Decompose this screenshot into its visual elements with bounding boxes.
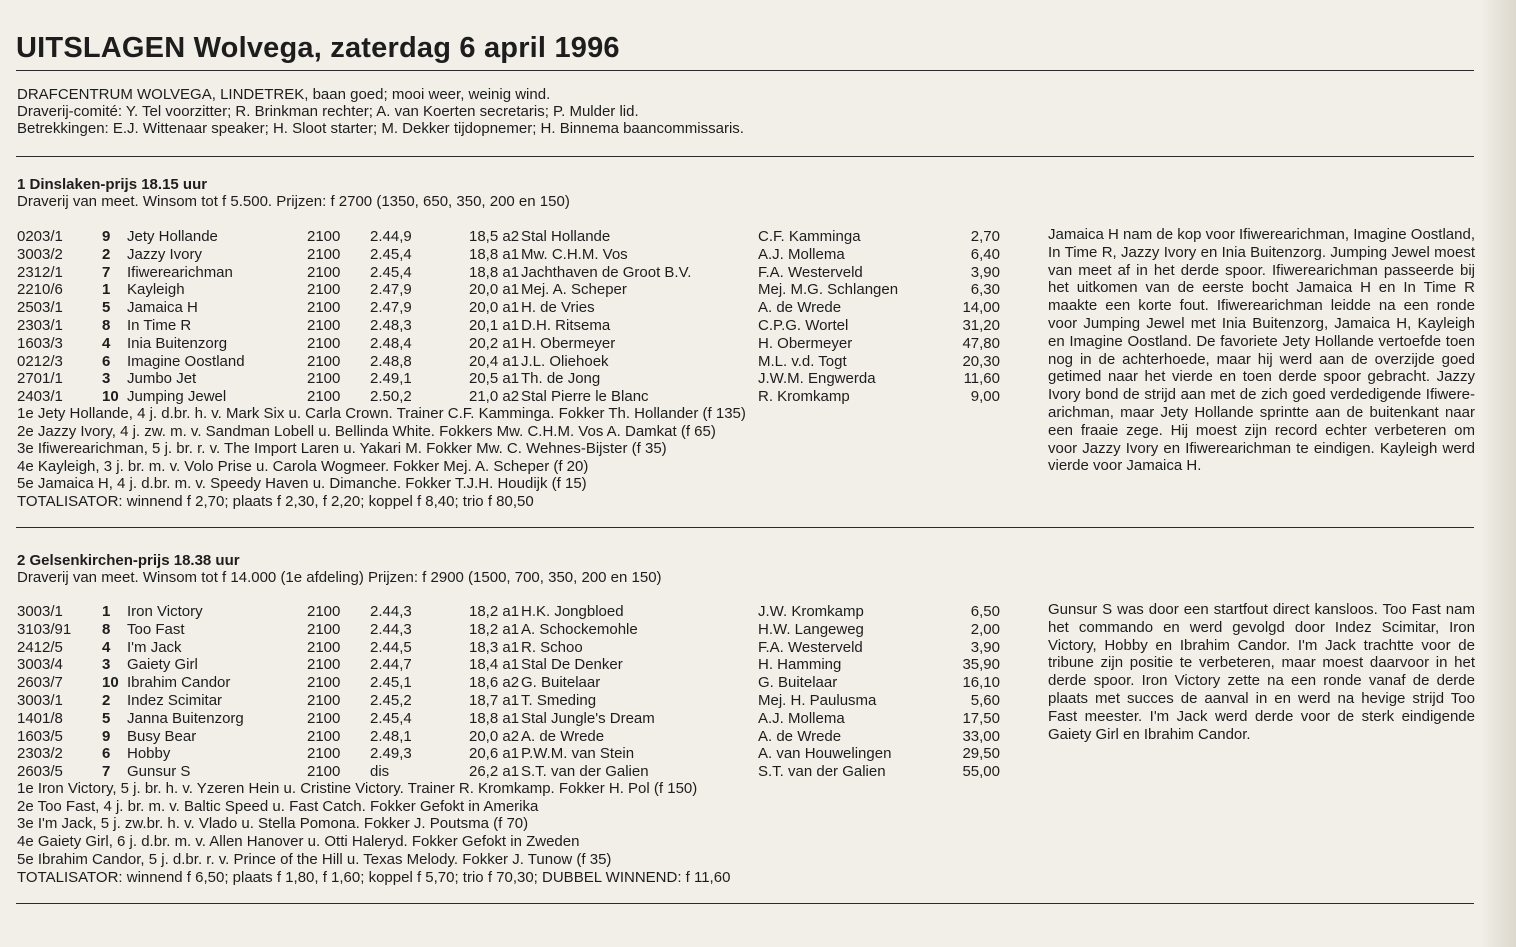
- result-code: 0203/1: [17, 228, 63, 245]
- table-row: [0, 710, 1040, 728]
- result-code: 3003/4: [17, 656, 63, 674]
- distance: 2100: [307, 763, 341, 781]
- placing-line: 5e Ibrahim Candor, 5 j. d.br. r. v. Prince of the Hill u. Texas Melody. Fokker J. Tunow (f 35): [17, 850, 612, 868]
- horse-name: Jety Hollande: [127, 228, 218, 245]
- owner-name: H.K. Jongbloed: [521, 603, 624, 620]
- driver-name: A.J. Mollema: [758, 245, 845, 263]
- distance: 2100: [307, 228, 341, 245]
- horse-number: 4: [102, 334, 111, 352]
- table-row: [0, 353, 1040, 371]
- driver-name: C.P.G. Wortel: [758, 317, 849, 334]
- table-row: [0, 317, 1040, 335]
- horse-number: 7: [102, 263, 111, 281]
- race-time: 2.44,5: [370, 638, 412, 656]
- owner-name: T. Smeding: [521, 692, 597, 709]
- km-record: 18,8 a1: [469, 245, 520, 263]
- horse-name: Ibrahim Candor: [127, 674, 231, 692]
- km-record: 18,3 a1: [469, 638, 520, 656]
- horse-name: In Time R: [127, 317, 192, 334]
- distance: 2100: [307, 245, 341, 263]
- horse-name: Gunsur S: [127, 763, 191, 781]
- result-code: 1603/5: [17, 727, 63, 745]
- owner-name: Th. de Jong: [521, 370, 601, 388]
- horse-number: 9: [102, 727, 111, 745]
- placing-line: 3e I'm Jack, 5 j. zw.br. h. v. Vlado u. Stella Pomona. Fokker J. Poutsma (f 70): [17, 815, 529, 833]
- horse-number: 8: [102, 620, 111, 638]
- driver-name: S.T. van der Galien: [758, 763, 886, 781]
- owner-name: Mej. A. Scheper: [521, 281, 627, 299]
- result-code: 2603/5: [17, 763, 63, 781]
- owner-name: P.W.M. van Stein: [521, 745, 635, 763]
- horse-number: 6: [102, 745, 111, 763]
- table-row: [0, 603, 1040, 621]
- horse-number: 9: [102, 228, 111, 245]
- distance: 2100: [307, 745, 341, 763]
- table-row: [0, 728, 1040, 746]
- race-time: 2.48,8: [370, 352, 412, 370]
- horse-number: 10: [102, 388, 119, 406]
- km-record: 20,5 a1: [469, 370, 520, 388]
- page-title: UITSLAGEN Wolvega, zaterdag 6 april 1996: [16, 32, 620, 64]
- placing-line: 1e Jety Hollande, 4 j. d.br. h. v. Mark Six u. Carla Crown. Trainer C.F. Kamminga. Fokker Th. Hollander (f 135): [17, 405, 746, 422]
- table-row: [0, 246, 1040, 264]
- horse-number: 4: [102, 638, 111, 656]
- race-conditions: Draverij van meet. Winsom tot f 14.000 (1e afdeling) Prijzen: f 2900 (1500, 700, 350, 200 en 150): [17, 569, 662, 586]
- distance: 2100: [307, 638, 341, 656]
- placing-line: 4e Kayleigh, 3 j. br. m. v. Volo Prise u. Carola Wogmeer. Fokker Mej. A. Scheper (f 20): [17, 457, 589, 475]
- horse-name: Ifiwerearichman: [127, 263, 233, 281]
- km-record: 18,8 a1: [469, 709, 520, 727]
- odds-value: 5,60: [970, 692, 1000, 709]
- race-time: 2.45,4: [370, 709, 412, 727]
- intro-line: DRAFCENTRUM WOLVEGA, LINDETREK, baan goed; mooi weer, weinig wind.: [17, 86, 551, 103]
- odds-value: 35,90: [962, 656, 1000, 674]
- odds-value: 16,10: [962, 674, 1000, 692]
- table-row: [0, 228, 1040, 246]
- km-record: 18,7 a1: [469, 692, 520, 709]
- odds-value: 6,40: [970, 245, 1000, 263]
- distance: 2100: [307, 281, 341, 299]
- table-row: [0, 281, 1040, 299]
- table-row: [0, 299, 1040, 317]
- distance: 2100: [307, 727, 341, 745]
- race-title: 1 Dinslaken-prijs 18.15 uur: [17, 176, 208, 193]
- result-code: 0212/3: [17, 352, 63, 370]
- horse-number: 5: [102, 709, 111, 727]
- result-code: 2303/1: [17, 317, 63, 334]
- owner-name: Stal De Denker: [521, 656, 623, 674]
- horse-number: 3: [102, 656, 111, 674]
- race-time: 2.50,2: [370, 388, 412, 406]
- race-time: 2.47,9: [370, 281, 412, 299]
- km-record: 20,2 a1: [469, 334, 520, 352]
- odds-value: 17,50: [962, 709, 1000, 727]
- result-code: 2412/5: [17, 638, 63, 656]
- table-row: [0, 656, 1040, 674]
- race-time: 2.44,9: [370, 228, 412, 245]
- horse-name: Too Fast: [127, 620, 185, 638]
- race-time: 2.45,4: [370, 245, 412, 263]
- km-record: 20,4 a1: [469, 352, 520, 370]
- race-conditions: Draverij van meet. Winsom tot f 5.500. Prijzen: f 2700 (1350, 650, 350, 200 en 150): [17, 193, 570, 210]
- table-row: [0, 692, 1040, 710]
- odds-value: 11,60: [963, 370, 1000, 388]
- placing-line: 5e Jamaica H, 4 j. d.br. m. v. Speedy Haven u. Dimanche. Fokker T.J.H. Houdijk (f 15): [17, 475, 587, 493]
- driver-name: F.A. Westerveld: [758, 263, 863, 281]
- owner-name: S.T. van der Galien: [521, 763, 649, 781]
- driver-name: G. Buitelaar: [758, 674, 838, 692]
- distance: 2100: [307, 370, 341, 388]
- odds-value: 2,70: [970, 228, 1000, 245]
- owner-name: Stal Jungle's Dream: [521, 709, 655, 727]
- horse-name: I'm Jack: [127, 638, 182, 656]
- driver-name: H. Hamming: [758, 656, 842, 674]
- race-title: 2 Gelsenkirchen-prijs 18.38 uur: [17, 552, 240, 569]
- owner-name: D.H. Ritsema: [521, 317, 611, 334]
- distance: 2100: [307, 388, 341, 406]
- placing-line: 3e Ifiwerearichman, 5 j. br. r. v. The Import Laren u. Yakari M. Fokker Mw. C. Wehnes-Bijster (f 35): [17, 440, 667, 458]
- km-record: 20,0 a1: [469, 281, 520, 299]
- driver-name: H.W. Langeweg: [758, 620, 864, 638]
- owner-name: Stal Pierre le Blanc: [521, 388, 649, 406]
- table-row: [0, 674, 1040, 692]
- result-code: 2503/1: [17, 299, 63, 317]
- odds-value: 6,30: [970, 281, 1000, 299]
- placing-line: 4e Gaiety Girl, 6 j. d.br. m. v. Allen Hanover u. Otti Haleryd. Fokker Gefokt in Zweden: [17, 833, 580, 851]
- race-time: 2.48,4: [370, 334, 412, 352]
- driver-name: R. Kromkamp: [758, 388, 850, 406]
- odds-value: 29,50: [962, 745, 1000, 763]
- race-time: 2.44,3: [370, 620, 412, 638]
- table-row: [0, 621, 1040, 639]
- table-row: [0, 370, 1040, 388]
- result-code: 2403/1: [17, 388, 63, 406]
- horse-number: 2: [102, 692, 111, 709]
- km-record: 20,0 a2: [469, 727, 520, 745]
- title-rule: [16, 70, 1474, 71]
- table-row: [0, 639, 1040, 657]
- result-code: 2701/1: [17, 370, 63, 388]
- horse-number: 7: [102, 763, 111, 781]
- race-time: 2.47,9: [370, 299, 412, 317]
- placing-line: 2e Too Fast, 4 j. br. m. v. Baltic Speed u. Fast Catch. Fokker Gefokt in Amerika: [17, 797, 539, 815]
- odds-value: 3,90: [970, 638, 1000, 656]
- race-time: 2.44,3: [370, 603, 412, 620]
- result-code: 2303/2: [17, 745, 63, 763]
- distance: 2100: [307, 334, 341, 352]
- horse-number: 8: [102, 317, 111, 334]
- horse-name: Indez Scimitar: [127, 692, 223, 709]
- odds-value: 20,30: [962, 352, 1000, 370]
- km-record: 18,2 a1: [469, 603, 520, 620]
- km-record: 18,6 a2: [469, 674, 520, 692]
- owner-name: Jachthaven de Groot B.V.: [521, 263, 692, 281]
- owner-name: A. Schockemohle: [521, 620, 638, 638]
- distance: 2100: [307, 603, 341, 620]
- result-code: 3003/1: [17, 603, 63, 620]
- driver-name: J.W.M. Engwerda: [758, 370, 876, 388]
- race-time: 2.48,3: [370, 317, 412, 334]
- driver-name: A. de Wrede: [758, 299, 842, 317]
- horse-name: Imagine Oostland: [127, 352, 245, 370]
- odds-value: 3,90: [970, 263, 1000, 281]
- driver-name: C.F. Kamminga: [758, 228, 861, 245]
- distance: 2100: [307, 299, 341, 317]
- owner-name: A. de Wrede: [521, 727, 605, 745]
- result-code: 1401/8: [17, 709, 63, 727]
- horse-name: Busy Bear: [127, 727, 197, 745]
- km-record: 18,8 a1: [469, 263, 520, 281]
- distance: 2100: [307, 674, 341, 692]
- horse-number: 2: [102, 245, 111, 263]
- horse-number: 3: [102, 370, 111, 388]
- horse-name: Janna Buitenzorg: [127, 709, 244, 727]
- race-report: Gunsur S was door een startfout direct kansloos. Too Fast nam het commando en werd gevolgd door Indez Scimitar, Iron Victory, Hobby en Ibrahim Candor. I'm Jack trachtte voor de tribune zijn positie te verbeteren, maar moest daarvoor in het derde spoor. Iron Victory zette na een ronde vanaf de derde plaats met succes de aanval in en werd na hevige strijd Too Fast meester. I'm Jack werd derde voor de sterk eindigende Gaiety Girl en Ibrahim Candor.: [1048, 601, 1475, 743]
- result-code: 1603/3: [17, 334, 63, 352]
- horse-name: Jumping Jewel: [127, 388, 227, 406]
- table-row: [0, 745, 1040, 763]
- odds-value: 9,00: [970, 388, 1000, 406]
- odds-value: 14,00: [962, 299, 1000, 317]
- horse-number: 6: [102, 352, 111, 370]
- owner-name: H. Obermeyer: [521, 334, 616, 352]
- km-record: 20,6 a1: [469, 745, 520, 763]
- km-record: 18,5 a2: [469, 228, 520, 245]
- km-record: 26,2 a1: [469, 763, 520, 781]
- owner-name: J.L. Oliehoek: [521, 352, 609, 370]
- table-row: [0, 335, 1040, 353]
- race-time: 2.45,1: [370, 674, 412, 692]
- owner-name: G. Buitelaar: [521, 674, 601, 692]
- distance: 2100: [307, 656, 341, 674]
- driver-name: Mej. H. Paulusma: [758, 692, 877, 709]
- bottom-rule: [16, 903, 1474, 904]
- race-time: 2.45,2: [370, 692, 412, 709]
- horse-name: Gaiety Girl: [127, 656, 198, 674]
- distance: 2100: [307, 620, 341, 638]
- driver-name: A. de Wrede: [758, 727, 842, 745]
- table-row: [0, 264, 1040, 282]
- odds-value: 47,80: [962, 334, 1000, 352]
- totalisator-line: TOTALISATOR: winnend f 6,50; plaats f 1,80, f 1,60; koppel f 5,70; trio f 70,30; DUBBEL WINNEND: f 11,60: [17, 868, 731, 886]
- km-record: 20,1 a1: [469, 317, 520, 334]
- result-code: 3003/1: [17, 692, 63, 709]
- driver-name: M.L. v.d. Togt: [758, 352, 847, 370]
- intro-line: Draverij-comité: Y. Tel voorzitter; R. Brinkman rechter; A. van Koerten secretaris; P. Mulder lid.: [17, 103, 639, 120]
- horse-name: Jumbo Jet: [127, 370, 197, 388]
- result-code: 2312/1: [17, 263, 63, 281]
- horse-name: Jazzy Ivory: [127, 245, 203, 263]
- odds-value: 55,00: [962, 763, 1000, 781]
- owner-name: H. de Vries: [521, 299, 595, 317]
- horse-name: Jamaica H: [127, 299, 198, 317]
- result-code: 3103/91: [17, 620, 72, 638]
- driver-name: H. Obermeyer: [758, 334, 853, 352]
- distance: 2100: [307, 352, 341, 370]
- horse-number: 10: [102, 674, 119, 692]
- result-code: 2603/7: [17, 674, 63, 692]
- driver-name: A.J. Mollema: [758, 709, 845, 727]
- horse-number: 5: [102, 299, 111, 317]
- km-record: 18,4 a1: [469, 656, 520, 674]
- odds-value: 2,00: [970, 620, 1000, 638]
- page-edge-shadow: [1480, 0, 1516, 947]
- driver-name: F.A. Westerveld: [758, 638, 863, 656]
- result-code: 2210/6: [17, 281, 63, 299]
- owner-name: Stal Hollande: [521, 228, 611, 245]
- race-time: 2.48,1: [370, 727, 412, 745]
- section-rule: [16, 527, 1474, 528]
- owner-name: R. Schoo: [521, 638, 583, 656]
- placing-line: 1e Iron Victory, 5 j. br. h. v. Yzeren Hein u. Cristine Victory. Trainer R. Kromkamp. Fokker H. Pol (f 150): [17, 780, 698, 797]
- horse-number: 1: [102, 603, 111, 620]
- race-report: Jamaica H nam de kop voor Ifiwerearichman, Imagine Oostland, In Time R, Jazzy Ivory en Inia Buitenzorg. Jumping Jewel moest van meet af in het derde spoor. Ifiwerearichman passeerde bij het uitkomen van de eerste bocht Jamaica H en In Time R maakte een korte fout. Ifiwerearichman leidde na een ronde voor Jumping Jewel met Inia Buitenzorg, Jamaica H, Kayleigh en Imagine Oostland. De favoriete Jety Hollande vertoefde toen nog in de achterhoede, maar hij werd aan de overzijde goed getimed naar het vierde en toen derde spoor gebracht. Jazzy Ivory bond de strijd aan met de zich goed verdedigende Ifiwerearichman, maar Jety Hollande sprintte aan de buitenkant naar een fraaie zege. Hij moest zijn record echter verbeteren om voor Jazzy Ivory en Ifiwerearichman te eindigen. Kayleigh werd vierde voor Jamaica H.: [1048, 226, 1475, 475]
- odds-value: 6,50: [970, 603, 1000, 620]
- race-time: 2.49,3: [370, 745, 412, 763]
- km-record: 20,0 a1: [469, 299, 520, 317]
- race-time: 2.45,4: [370, 263, 412, 281]
- distance: 2100: [307, 317, 341, 334]
- table-row: [0, 763, 1040, 781]
- horse-name: Hobby: [127, 745, 171, 763]
- race-time: 2.49,1: [370, 370, 412, 388]
- placing-line: 2e Jazzy Ivory, 4 j. zw. m. v. Sandman Lobell u. Bellinda White. Fokkers Mw. C.H.M. Vos A. Damkat (f 65): [17, 422, 716, 440]
- race-time: dis: [370, 763, 390, 781]
- intro-line: Betrekkingen: E.J. Wittenaar speaker; H. Sloot starter; M. Dekker tijdopnemer; H. Binnema baancommissaris.: [17, 120, 744, 137]
- section-rule: [16, 156, 1474, 157]
- distance: 2100: [307, 263, 341, 281]
- horse-name: Kayleigh: [127, 281, 185, 299]
- horse-name: Iron Victory: [127, 603, 203, 620]
- table-row: [0, 388, 1040, 406]
- km-record: 21,0 a2: [469, 388, 520, 406]
- totalisator-line: TOTALISATOR: winnend f 2,70; plaats f 2,30, f 2,20; koppel f 8,40; trio f 80,50: [17, 493, 534, 510]
- odds-value: 31,20: [962, 317, 1000, 334]
- distance: 2100: [307, 692, 341, 709]
- odds-value: 33,00: [962, 727, 1000, 745]
- km-record: 18,2 a1: [469, 620, 520, 638]
- horse-name: Inia Buitenzorg: [127, 334, 228, 352]
- result-code: 3003/2: [17, 245, 63, 263]
- driver-name: J.W. Kromkamp: [758, 603, 864, 620]
- driver-name: A. van Houwelingen: [758, 745, 892, 763]
- horse-number: 1: [102, 281, 111, 299]
- driver-name: Mej. M.G. Schlangen: [758, 281, 899, 299]
- race-time: 2.44,7: [370, 656, 412, 674]
- distance: 2100: [307, 709, 341, 727]
- owner-name: Mw. C.H.M. Vos: [521, 245, 628, 263]
